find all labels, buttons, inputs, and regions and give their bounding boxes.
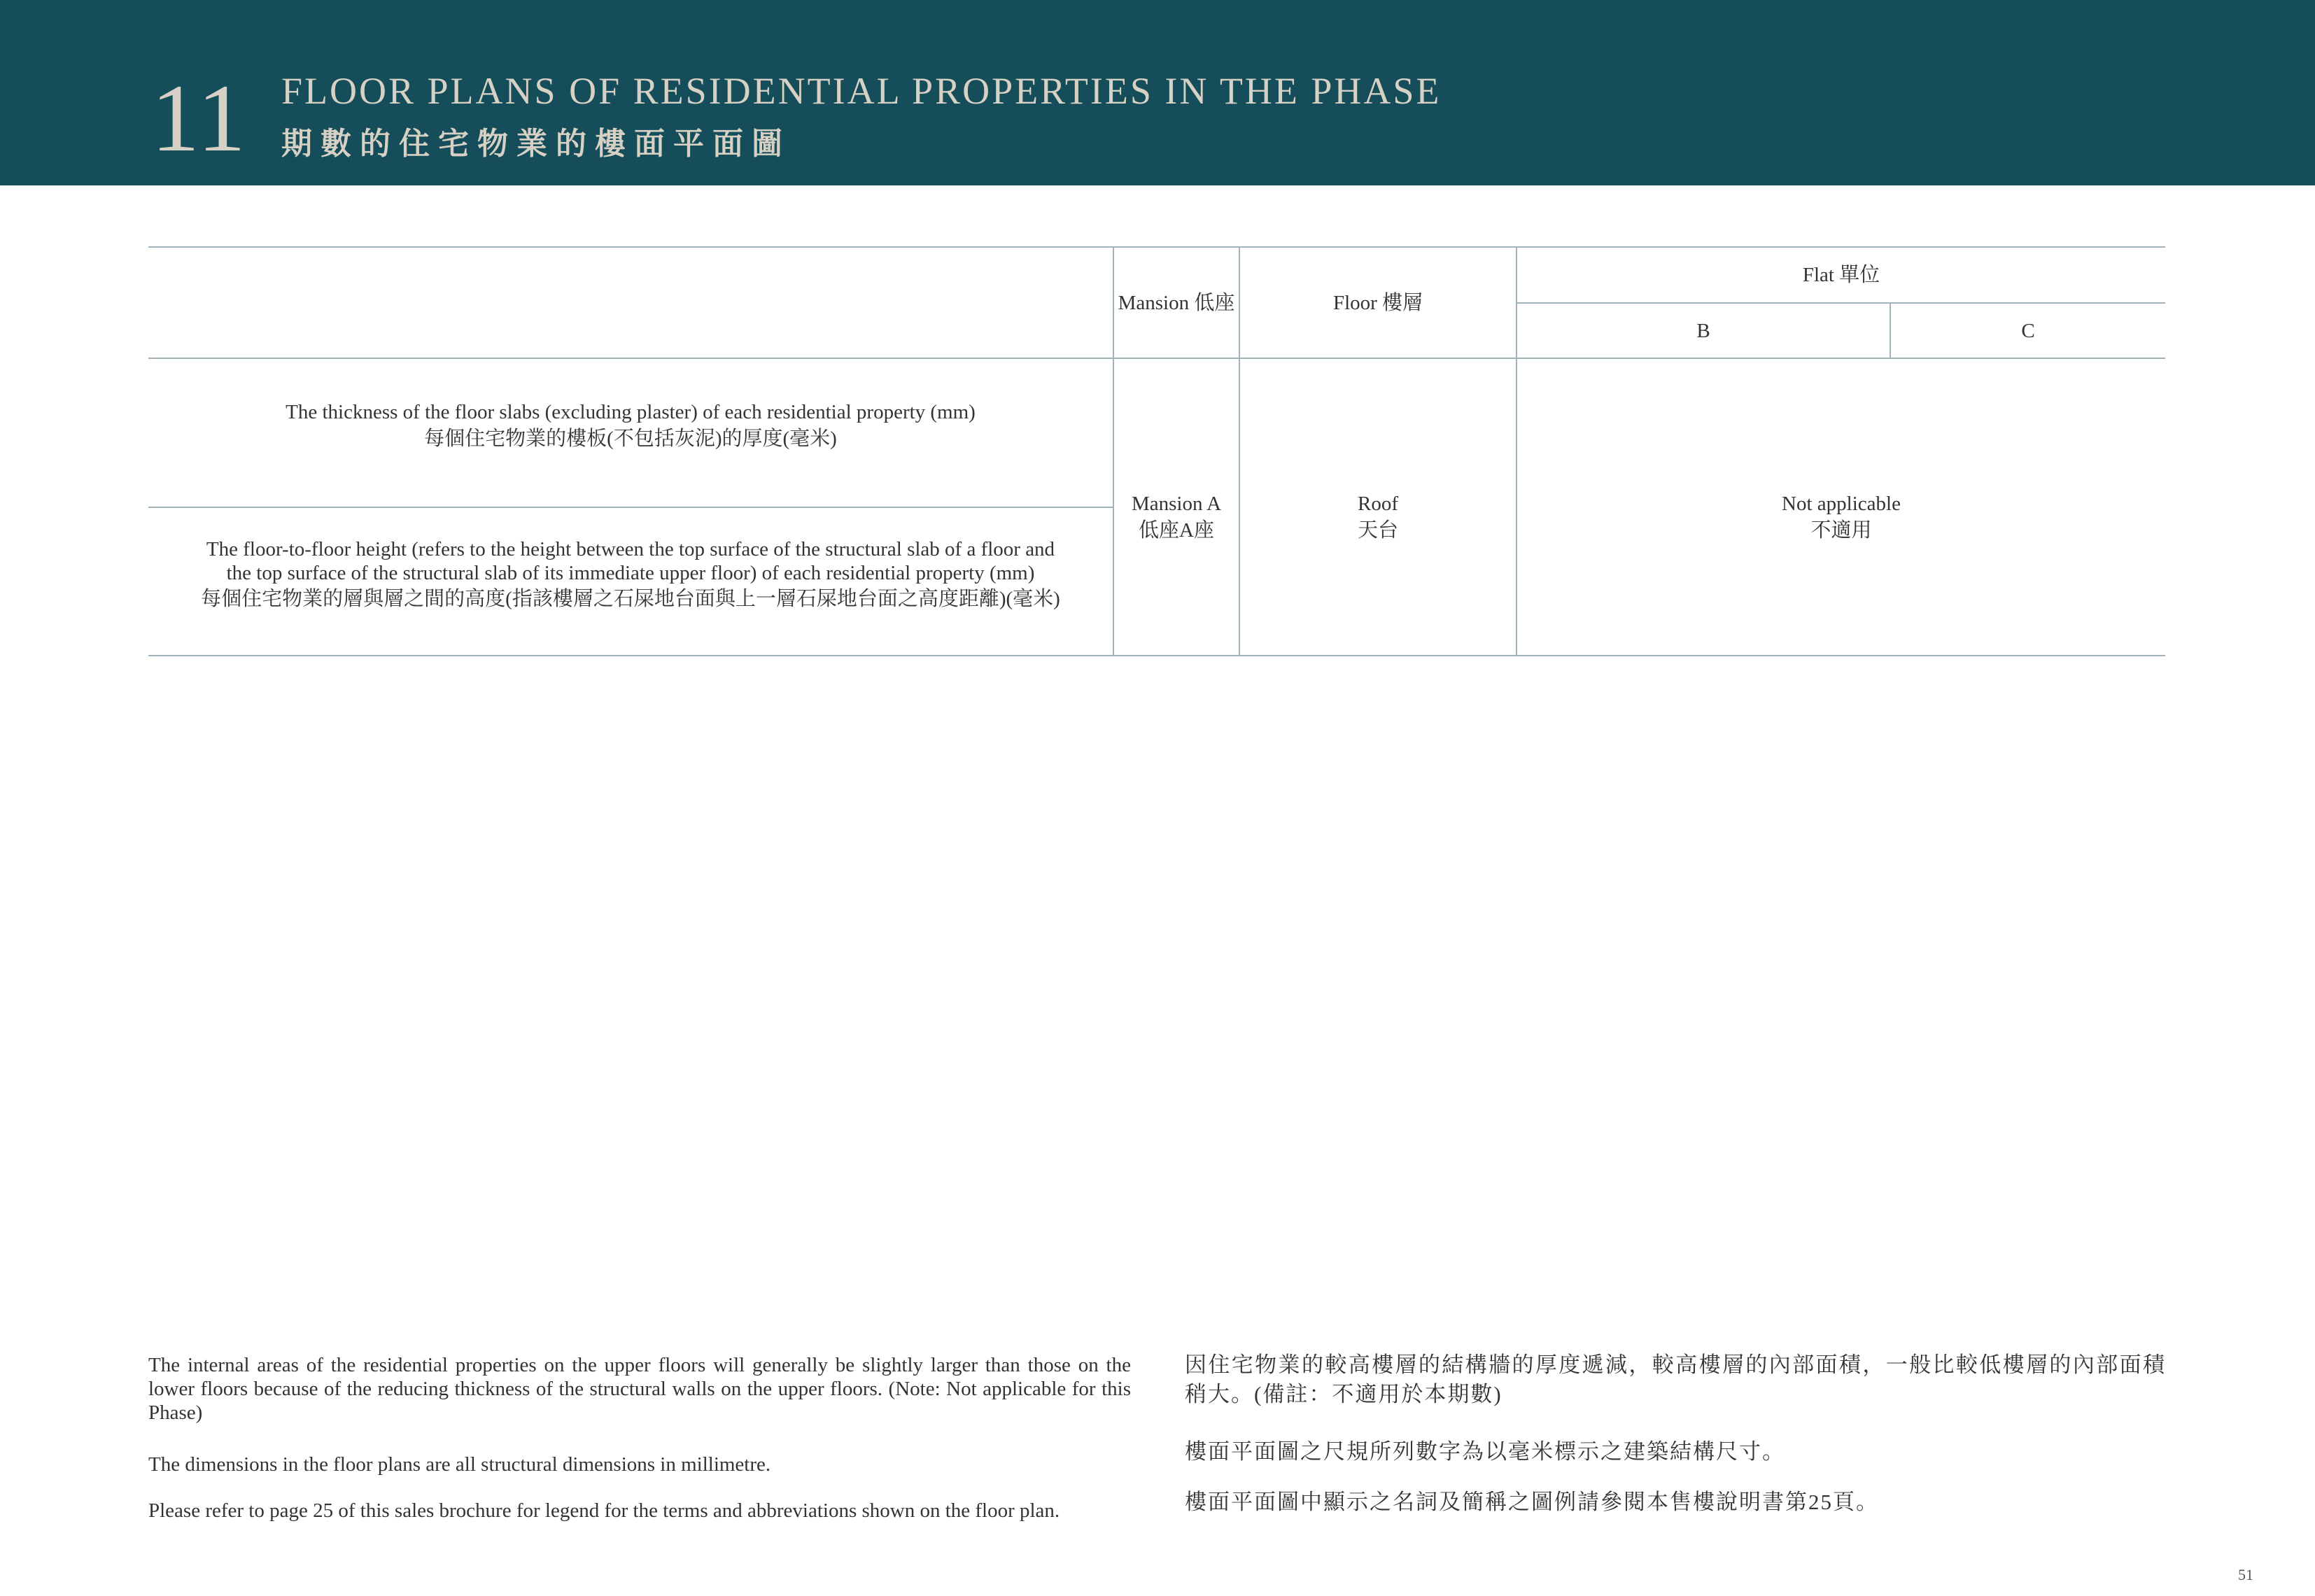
mansion-cell bbox=[1114, 359, 1239, 544]
header-flat-label: Flat 單位 bbox=[1802, 264, 1880, 286]
floor-height-zh: 每個住宅物業的層與層之間的高度(指該樓層之石屎地台面與上一層石屎地台面之高度距離)(毫米) bbox=[201, 588, 1060, 610]
floor-height-en-line1: The floor-to-floor height (refers to the height between the top surface of the structural slab of a floor and bbox=[206, 538, 1055, 560]
header-flat bbox=[1517, 248, 2165, 302]
flat-c-label: C bbox=[2021, 319, 2035, 342]
header-floor bbox=[1240, 248, 1516, 358]
slab-thickness-zh: 每個住宅物業的樓板(不包括灰泥)的厚度(毫米) bbox=[424, 428, 837, 450]
section-number: 11 bbox=[151, 64, 247, 171]
note-zh-dimensions: 樓面平面圖之尺規所列數字為以毫米標示之建築結構尺寸。 bbox=[1185, 1439, 1785, 1464]
header-flat-c bbox=[1891, 304, 2165, 358]
header-mansion bbox=[1114, 248, 1239, 358]
row-divider bbox=[148, 507, 1113, 508]
page-number: 51 bbox=[2238, 1566, 2253, 1583]
header-floor-label: Floor 樓層 bbox=[1332, 291, 1423, 314]
not-applicable-en: Not applicable bbox=[1782, 493, 1901, 515]
floor-cell bbox=[1240, 359, 1516, 544]
note-zh-legend: 樓面平面圖中顯示之名詞及簡稱之圖例請參閱本售樓說明書第25頁。 bbox=[1185, 1490, 1879, 1514]
page-title-english: FLOOR PLANS OF RESIDENTIAL PROPERTIES IN THE PHASE bbox=[281, 70, 1442, 112]
flat-value-cell bbox=[1517, 359, 2165, 544]
mansion-a-en: Mansion A bbox=[1131, 493, 1222, 515]
floor-roof-zh: 天台 bbox=[1357, 519, 1398, 542]
page-title-chinese: 期數的住宅物業的樓面平面圖 bbox=[281, 127, 791, 161]
note-en-internal-areas: The internal areas of the residential properties on the upper floors will generally be slightly larger than those on the lower floors because of the reducing thickness of the structural walls on the upper floors. (Note: Not applicable for this Phase) bbox=[148, 1354, 1131, 1424]
row-label-slab-thickness bbox=[148, 399, 1113, 477]
not-applicable-zh: 不適用 bbox=[1810, 519, 1872, 542]
floor-height-en-line2: the top surface of the structural slab of its immediate upper floor) of each residential property (mm) bbox=[226, 562, 1035, 584]
notes-english bbox=[148, 1353, 1131, 1551]
header-flat-b bbox=[1517, 304, 1890, 358]
table-bottom-rule bbox=[148, 655, 2165, 656]
flat-b-label: B bbox=[1696, 319, 1710, 342]
row-label-floor-height bbox=[148, 537, 1113, 628]
floor-roof-en: Roof bbox=[1358, 493, 1398, 515]
header-mansion-label: Mansion 低座 bbox=[1118, 291, 1235, 314]
floor-specification-table bbox=[148, 246, 2165, 656]
notes-chinese bbox=[1185, 1350, 2166, 1545]
section-header bbox=[0, 0, 2315, 185]
note-en-legend: Please refer to page 25 of this sales brochure for legend for the terms and abbreviations shown on the floor plan. bbox=[148, 1499, 1060, 1522]
note-zh-internal-areas: 因住宅物業的較高樓層的結構牆的厚度遞減，較高樓層的內部面積，一般比較低樓層的內部面積稍大。(備註：不適用於本期數) bbox=[1185, 1353, 2166, 1406]
note-en-dimensions: The dimensions in the floor plans are all structural dimensions in millimetre. bbox=[148, 1453, 771, 1476]
slab-thickness-en: The thickness of the floor slabs (excluding plaster) of each residential property (mm) bbox=[286, 401, 976, 423]
mansion-a-zh: 低座A座 bbox=[1139, 519, 1214, 542]
